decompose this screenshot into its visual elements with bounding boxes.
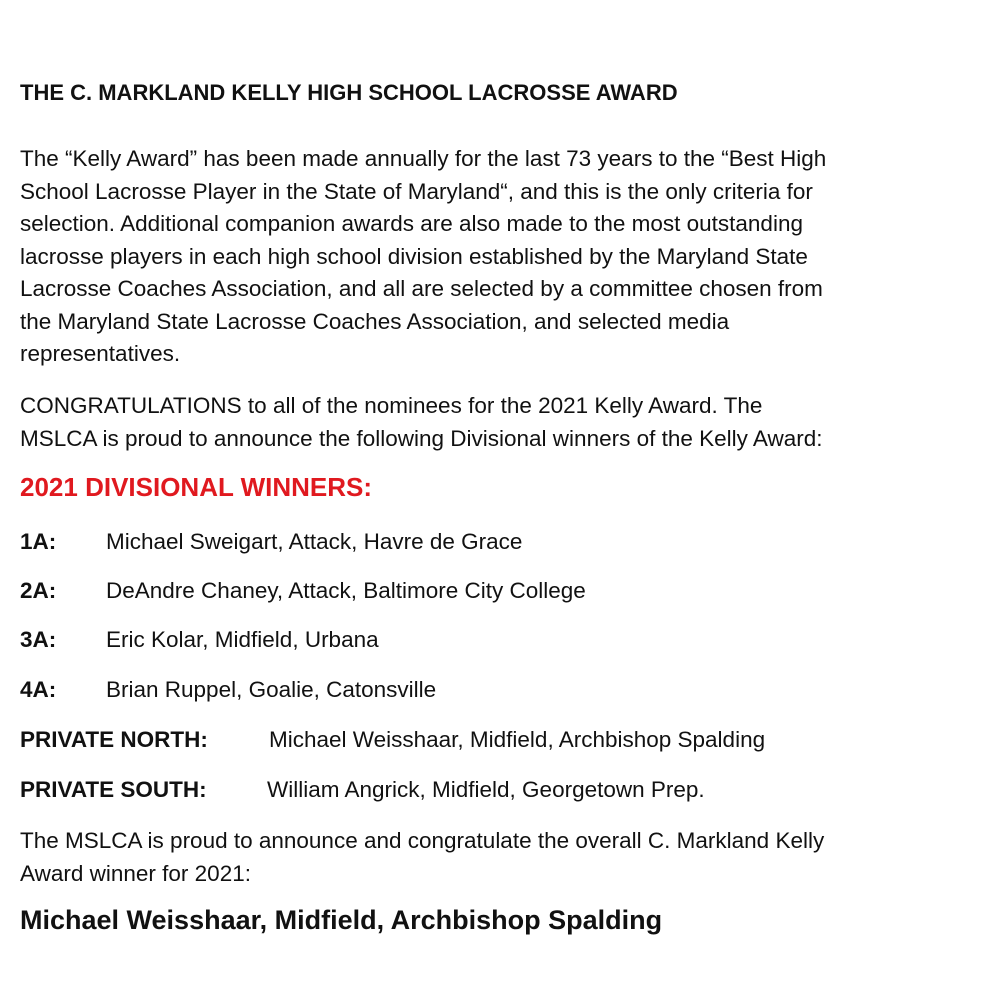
division-label: PRIVATE NORTH: — [20, 727, 208, 752]
winner-name: Michael Sweigart, Attack, Havre de Grace — [106, 529, 523, 554]
intro-paragraph — [20, 143, 970, 371]
winner-row-2a — [20, 575, 586, 607]
division-label: 1A: — [20, 529, 57, 554]
overall-winner: Michael Weisshaar, Midfield, Archbishop Spalding — [20, 905, 663, 935]
intro-line: Lacrosse Coaches Association, and all are selected by a committee chosen from — [20, 276, 823, 301]
division-label: 3A: — [20, 627, 57, 652]
winner-name: Michael Weisshaar, Midfield, Archbishop Spalding — [269, 727, 766, 752]
winner-row-3a — [20, 624, 379, 656]
winner-row-private-north — [20, 724, 766, 756]
winner-row-4a — [20, 674, 437, 706]
intro-line: The “Kelly Award” has been made annually for the last 73 years to the “Best High — [20, 146, 827, 171]
divisional-winners-heading: 2021 DIVISIONAL WINNERS: — [20, 472, 373, 502]
division-label: PRIVATE SOUTH: — [20, 777, 207, 802]
intro-line: School Lacrosse Player in the State of Maryland“, and this is the only criteria for — [20, 178, 813, 204]
congratulations-line: CONGRATULATIONS to all of the nominees for the 2021 Kelly Award. The — [20, 393, 763, 418]
congratulations-paragraph — [20, 390, 970, 455]
overall-announcement-line: Award winner for 2021: — [20, 860, 251, 886]
winner-row-private-south — [20, 774, 705, 806]
winner-name: Eric Kolar, Midfield, Urbana — [106, 627, 379, 652]
winner-name: Brian Ruppel, Goalie, Catonsville — [106, 677, 437, 702]
intro-line: representatives. — [20, 341, 181, 366]
intro-line: selection. Additional companion awards are also made to the most outstanding — [20, 211, 803, 236]
overall-announcement-line: The MSLCA is proud to announce and congratulate the overall C. Markland Kelly — [20, 828, 825, 853]
intro-line: lacrosse players in each high school division established by the Maryland State — [20, 243, 808, 269]
winner-name: DeAndre Chaney, Attack, Baltimore City College — [106, 578, 586, 603]
winner-row-1a — [20, 526, 523, 558]
division-label: 4A: — [20, 677, 57, 702]
intro-line: the Maryland State Lacrosse Coaches Association, and selected media — [20, 308, 730, 334]
overall-announcement-paragraph — [20, 825, 970, 890]
division-label: 2A: — [20, 578, 57, 603]
page-title: THE C. MARKLAND KELLY HIGH SCHOOL LACROSSE AWARD — [20, 80, 678, 105]
winner-name: William Angrick, Midfield, Georgetown Prep. — [267, 777, 705, 802]
congratulations-line: MSLCA is proud to announce the following Divisional winners of the Kelly Award: — [20, 425, 823, 451]
